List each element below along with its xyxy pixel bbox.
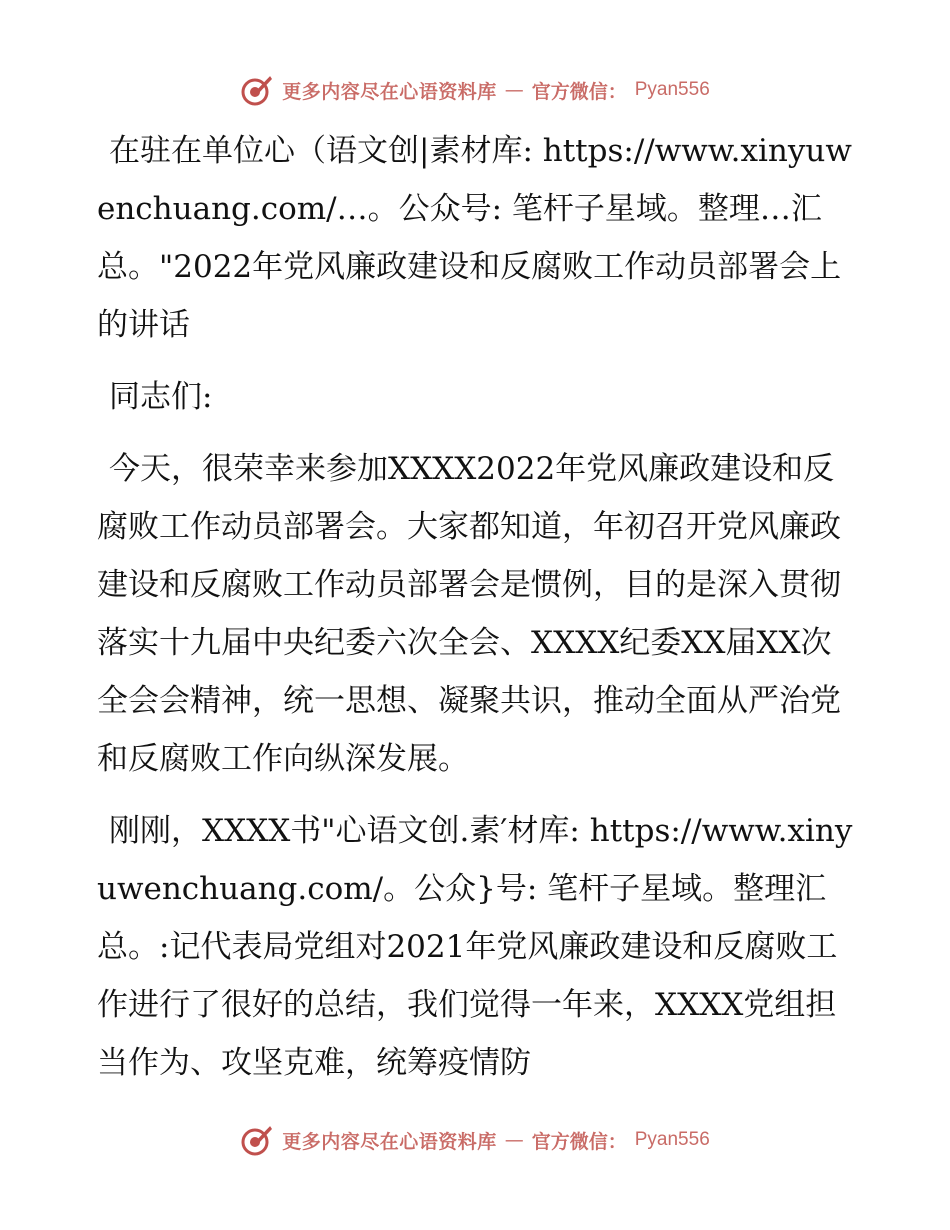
paragraph-body: 刚刚，XXXX书"心语文创.素′材库: https://www.xinyuwenchuang.com/。公众}号: 笔杆子星域。整理汇总。:记代表局党组对2021年党风廉政建设和反腐败工作进行了很好的总结，我们觉得一年来，XXXX党组担当作为、攻坚克难，统筹疫情防 (97, 813, 853, 1081)
banner-wechat-label: 官方微信： (531, 80, 627, 103)
banner-brand-text: 更多内容尽在心语资料库 (282, 80, 497, 103)
paragraph-body: 今天，很荣幸来参加XXXX2022年党风廉政建设和反腐败工作动员部署会。大家都知道，年初召开党风廉政建设和反腐败工作动员部署会是惯例，目的是深入贯彻落实十九届中央纪委六次全会、XXXX纪委XX届XX次全会会精神，统一思想、凝聚共识，推动全面从严治党和反腐败工作向纵深发展。 (97, 451, 841, 777)
footer-banner (0, 1120, 950, 1160)
pen-nib-circle-icon (240, 1123, 274, 1157)
banner-wechat-id: Pyan556 (634, 79, 710, 100)
banner-separator: — (504, 79, 524, 101)
paragraph-salutation: 同志们: (109, 379, 213, 415)
pen-nib-circle-icon (240, 73, 274, 107)
banner-wechat-id: Pyan556 (634, 1129, 710, 1150)
banner-wechat-label: 官方微信： (531, 1130, 627, 1153)
paragraph-title: 在驻在单位心（语文创|素材库: https://www.xinyuwenchuang.com/…。公众号: 笔杆子星域。整理…汇总。"2022年党风廉政建设和反腐败工作动员部署会上的讲话 (97, 133, 852, 343)
header-banner (0, 70, 950, 110)
document-body (97, 122, 857, 1106)
banner-brand-text: 更多内容尽在心语资料库 (282, 1130, 497, 1153)
banner-separator: — (504, 1129, 524, 1151)
